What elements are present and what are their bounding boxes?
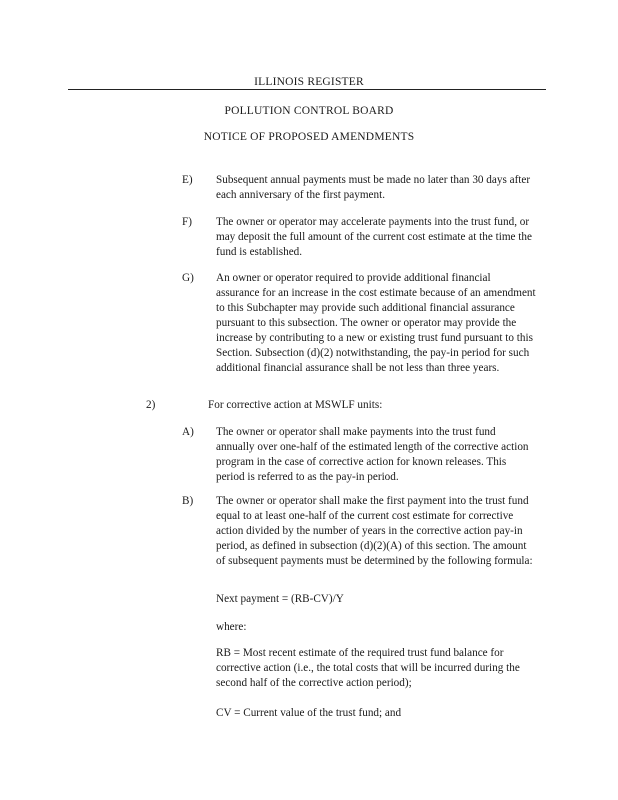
section-label: 2): [146, 399, 156, 411]
paragraph-label: A): [182, 426, 194, 438]
paragraph-text: The owner or operator shall make the first payment into the trust fund equal to at least one-half of the current cost estimate for corrective action divided by the number of years in the corrective action pay-in period, as defined in subsection (d)(2)(A) of this section. The amount of subsequent payments must be determined by the following formula:: [216, 495, 533, 567]
formula-cv-definition: CV = Current value of the trust fund; and: [216, 707, 402, 719]
section-text: For corrective action at MSWLF units:: [208, 399, 383, 411]
formula-where: where:: [216, 621, 247, 633]
paragraph-label: G): [182, 272, 194, 284]
paragraph-text: The owner or operator may accelerate payments into the trust fund, or may deposit the full amount of the current cost estimate at the time the fund is established.: [216, 216, 532, 258]
formula-rb-definition: RB = Most recent estimate of the required trust fund balance for corrective action (i.e., the total costs that will be incurred during the second half of the corrective action period);: [216, 647, 520, 689]
formula-equation: Next payment = (RB-CV)/Y: [216, 593, 344, 605]
paragraph-label: E): [182, 174, 193, 186]
paragraph-text: An owner or operator required to provide additional financial assurance for an increase in the cost estimate because of an amendment to this Subchapter may provide such additional financial assurance pursuant to this subsection. The owner or operator may provide the increase by contributing to a new or existing trust fund pursuant to this Section. Subsection (d)(2) notwithstanding, the pay-in period for such additional financial assurance shall be not less than three years.: [216, 272, 536, 374]
paragraph-label: F): [182, 216, 192, 228]
notice-title: NOTICE OF PROPOSED AMENDMENTS: [203, 131, 415, 143]
header-rule: [68, 89, 546, 90]
paragraph-label: B): [182, 495, 194, 507]
board-title: POLLUTION CONTROL BOARD: [224, 105, 394, 117]
paragraph-text: The owner or operator shall make payments into the trust fund annually over one-half of the estimated length of the corrective action program in the case of corrective action for known releases. This period is referred to as the pay-in period.: [216, 426, 529, 483]
register-title: ILLINOIS REGISTER: [0, 76, 618, 88]
paragraph-text: Subsequent annual payments must be made no later than 30 days after each anniversary of the first payment.: [216, 174, 531, 201]
